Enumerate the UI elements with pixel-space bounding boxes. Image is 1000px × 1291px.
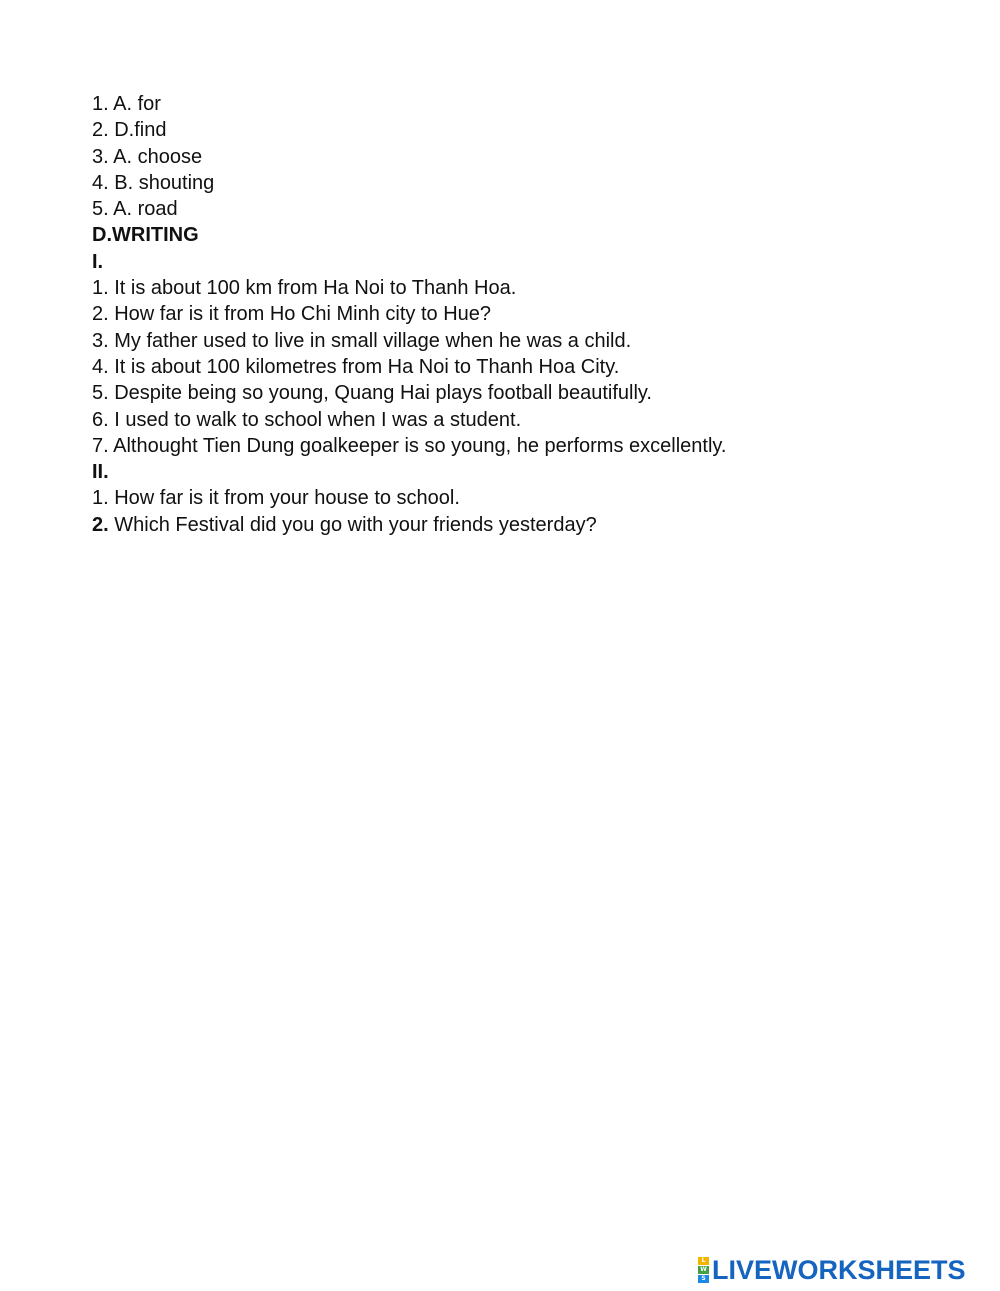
- reading-answer-3: 3. A. choose: [92, 145, 203, 168]
- answer-key-document: [92, 91, 972, 538]
- section-two-item-1: 1. How far is it from your house to school.: [92, 487, 460, 510]
- section-one-item-3: 3. My father used to live in small village when he was a child.: [92, 329, 632, 352]
- section-one-label: I.: [92, 250, 104, 273]
- liveworksheets-logo[interactable]: [698, 1257, 966, 1283]
- writing-heading: D.WRITING: [92, 224, 199, 247]
- logo-blocks-icon: [698, 1257, 709, 1283]
- reading-answer-1: 1. A. for: [92, 93, 161, 115]
- section-two-item-2: [92, 512, 972, 538]
- section-one-item-7: 7. Althought Tien Dung goalkeeper is so young, he performs excellently.: [92, 434, 727, 457]
- logo-block-s: S: [698, 1275, 709, 1283]
- section-one-item-4: 4. It is about 100 kilometres from Ha Noi to Thanh Hoa City.: [92, 355, 620, 378]
- logo-wordmark: LIVEWORKSHEETS: [712, 1255, 966, 1285]
- reading-answer-5: 5. A. road: [92, 198, 178, 221]
- section-one-item-1: 1. It is about 100 km from Ha Noi to Thanh Hoa.: [92, 277, 517, 300]
- section-two-item-2-text: Which Festival did you go with your friends yesterday?: [108, 513, 597, 536]
- reading-answer-4: 4. B. shouting: [92, 171, 215, 194]
- logo-block-w: W: [698, 1266, 709, 1274]
- section-one-item-6: 6. I used to walk to school when I was a student.: [92, 408, 522, 431]
- section-two-item-2-number: 2.: [92, 513, 109, 536]
- reading-answer-2: 2. D.find: [92, 119, 167, 142]
- section-one-item-2: 2. How far is it from Ho Chi Minh city to Hue?: [92, 303, 492, 326]
- logo-block-l: L: [698, 1257, 709, 1265]
- section-one-item-5: 5. Despite being so young, Quang Hai plays football beautifully.: [92, 382, 652, 405]
- section-two-label: II.: [92, 461, 109, 484]
